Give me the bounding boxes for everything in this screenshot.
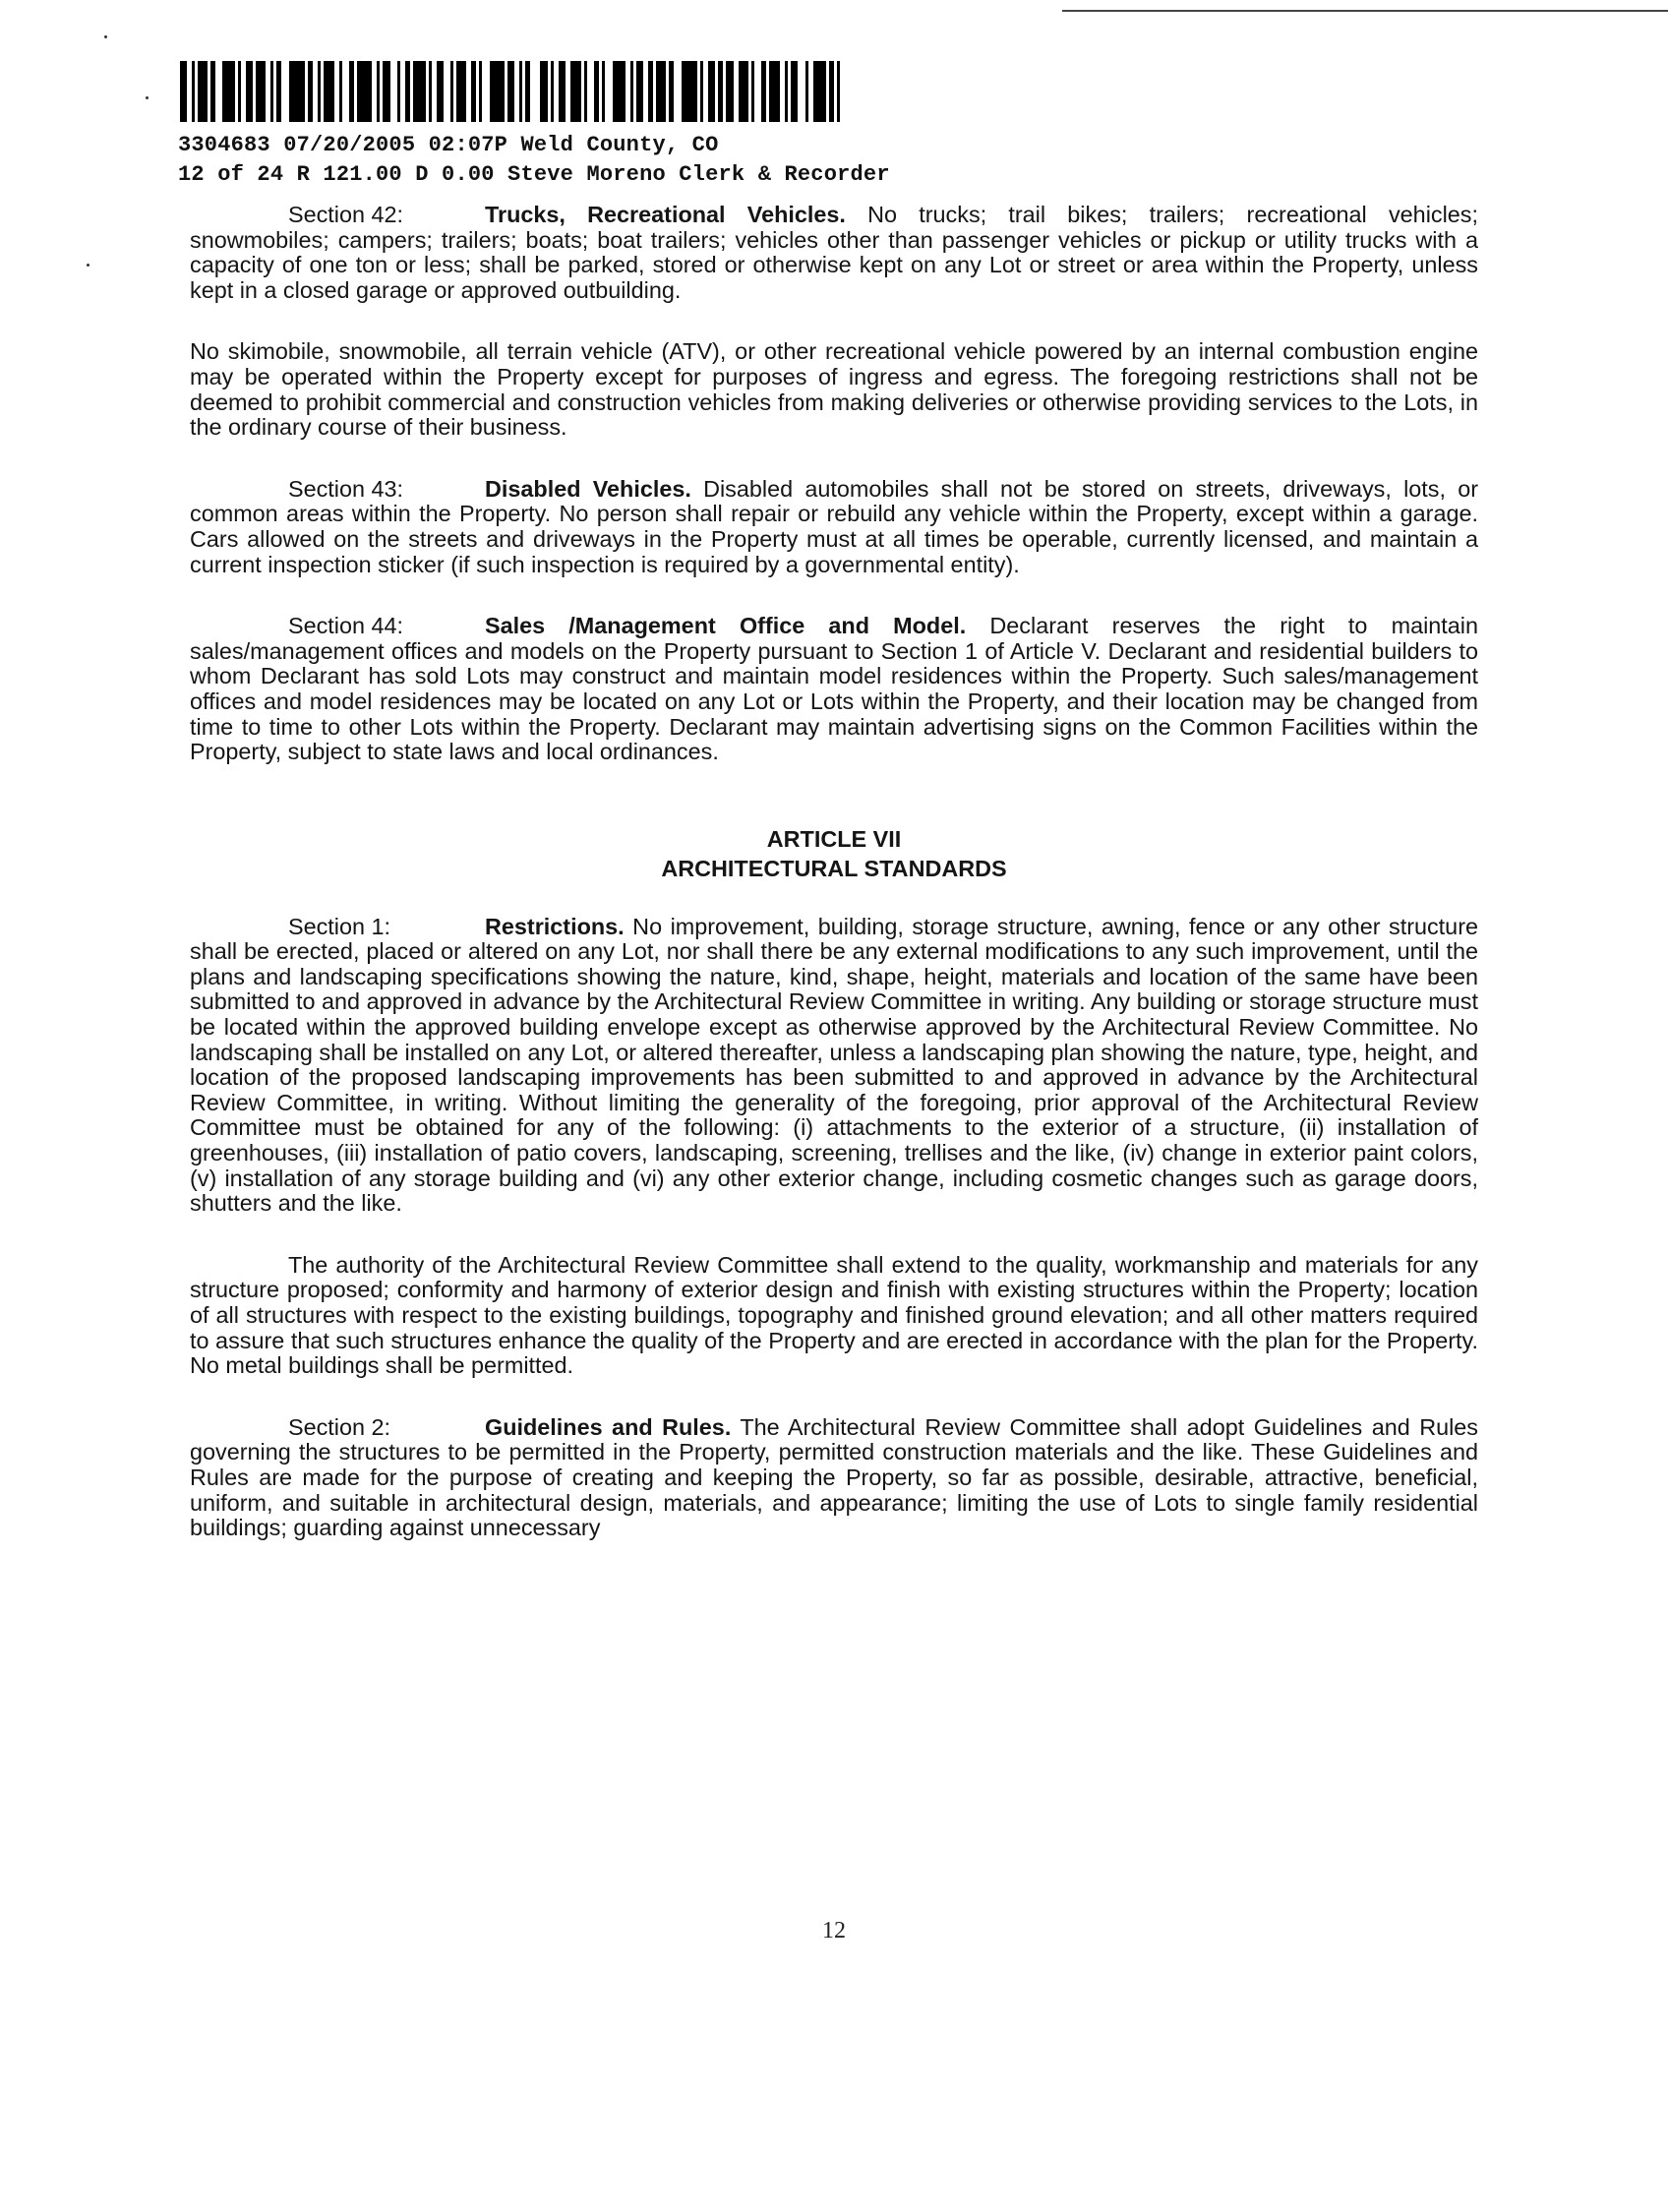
barcode-gap bbox=[281, 61, 289, 122]
page-number: 12 bbox=[822, 1918, 846, 1943]
barcode-gap bbox=[530, 61, 540, 122]
section-title: Sales /Management Office and Model. bbox=[485, 613, 967, 639]
section-number: Section 43: bbox=[288, 475, 404, 502]
section-42-paragraph bbox=[190, 203, 1478, 303]
article-title: ARCHITECTURAL STANDARDS bbox=[661, 855, 1007, 881]
article-section-1-paragraph bbox=[190, 915, 1478, 1217]
section-text: Disabled automobiles shall not be stored on streets, driveways, lots, or common areas within the Property. No person shall repair or rebuild any vehicle within the Property, except within a garage. Cars allowed on the streets and driveways in the Property must at all times be operable, currently licensed, and maintain a current inspection sticker (if such inspection is required by a governmental entity). bbox=[190, 475, 1479, 577]
barcode-bar bbox=[791, 61, 798, 122]
barcode-gap bbox=[215, 61, 222, 122]
article-section-2-paragraph bbox=[190, 1415, 1478, 1541]
section-title: Trucks, Recreational Vehicles. bbox=[485, 202, 846, 227]
barcode-bar bbox=[636, 61, 643, 122]
barcode-bar bbox=[726, 61, 734, 122]
section-title: Guidelines and Rules. bbox=[485, 1413, 732, 1440]
barcode-bar bbox=[198, 61, 208, 122]
barcode-bar bbox=[256, 61, 266, 122]
section-text: The authority of the Architectural Review Committee shall extend to the quality, workmanship and materials for any structure proposed; conformity and harmony of exterior design and finish with existing structures within the Property; location of all structures with respect to the existing buildings, topography and finished ground elevation; and all other matters required to assure that such structures enhance the quality of the Property and are erected in accordance with the plan for the Property. No metal buildings shall be permitted. bbox=[190, 1251, 1478, 1379]
barcode-bar bbox=[357, 61, 372, 122]
barcode-gap bbox=[587, 61, 594, 122]
recording-line-1: 3304683 07/20/2005 02:07P Weld County, CO bbox=[178, 133, 719, 157]
scan-speck bbox=[104, 35, 107, 38]
scan-speck bbox=[87, 264, 89, 267]
section-42-continuation-paragraph bbox=[190, 339, 1478, 440]
article-heading bbox=[190, 824, 1478, 883]
barcode-bar bbox=[559, 61, 566, 122]
barcode-bar bbox=[324, 61, 334, 122]
section-text: No skimobile, snowmobile, all terrain vehicle (ATV), or other recreational vehicle powered by an internal combustion engine may be operated within the Property except for purposes of ingress and egress. The foregoing restrictions shall not be deemed to prohibit commercial and construction vehicles from making deliveries or otherwise providing services to the Lots, in the ordinary course of their business. bbox=[190, 338, 1478, 441]
barcode-bar bbox=[682, 61, 697, 122]
barcode-bar bbox=[383, 61, 390, 122]
section-number: Section 2: bbox=[288, 1413, 391, 1440]
barcode-gap bbox=[444, 61, 450, 122]
section-number: Section 1: bbox=[288, 913, 391, 939]
barcode-gap bbox=[754, 61, 761, 122]
barcode-bar bbox=[613, 61, 626, 122]
scan-speck bbox=[146, 96, 149, 99]
barcode-bar bbox=[507, 61, 514, 122]
barcode-bar bbox=[490, 61, 505, 122]
section-44-paragraph bbox=[190, 614, 1478, 765]
barcode-gap bbox=[390, 61, 397, 122]
barcode-bar bbox=[813, 61, 826, 122]
section-title: Disabled Vehicles. bbox=[485, 475, 691, 502]
barcode-gap bbox=[482, 61, 490, 122]
article-section-1-continuation-paragraph bbox=[190, 1253, 1478, 1379]
section-number: Section 44: bbox=[288, 613, 404, 639]
barcode-bar bbox=[289, 61, 305, 122]
barcode-gap bbox=[342, 61, 349, 122]
barcode-bar bbox=[413, 61, 426, 122]
section-text: No improvement, building, storage structure, awning, fence or any other structure shall be erected, placed or altered on any Lot, nor shall there be any external modifications to any such improvement, until the plans and landscaping specifications showing the nature, kind, shape, height, materials and location of the same have been submitted to and approved in advance by the Architectural Review Committee in writing. Any building or storage structure must be located within the approved building envelope except as otherwise approved by the Architectural Review Committee. No landscaping shall be installed on any Lot, or altered thereafter, unless a landscaping plan showing the nature, type, height, and location of the proposed landscaping improvements has been submitted to and approved in advance by the Architectural Review Committee, in writing. Without limiting the generality of the foregoing, prior approval of the Architectural Review Committee must be obtained for any of the following: (i) attachments to the exterior of a structure, (ii) installation of greenhouses, (iii) installation of patio covers, landscaping, screening, trellises and the like, (iv) change in exterior paint colors, (v) installation of any storage building and (vi) any other exterior change, including cosmetic changes such as garage doors, shutters and the like. bbox=[190, 913, 1478, 1217]
recording-barcode bbox=[180, 61, 854, 122]
document-body bbox=[190, 203, 1478, 1578]
article-number: ARTICLE VII bbox=[766, 825, 902, 852]
barcode-bar bbox=[246, 61, 253, 122]
barcode-bar bbox=[708, 61, 715, 122]
recording-line-2: 12 of 24 R 121.00 D 0.00 Steve Moreno Clerk & Recorder bbox=[178, 162, 890, 187]
barcode-bar bbox=[540, 61, 548, 122]
barcode-bar bbox=[456, 61, 466, 122]
section-number: Section 42: bbox=[288, 202, 404, 227]
barcode-gap bbox=[798, 61, 805, 122]
barcode-gap bbox=[840, 61, 854, 122]
scan-top-rule bbox=[1062, 10, 1668, 12]
section-title: Restrictions. bbox=[485, 913, 625, 939]
barcode-bar bbox=[570, 61, 581, 122]
barcode-bar bbox=[437, 61, 444, 122]
section-text: The Architectural Review Committee shall adopt Guidelines and Rules governing the structures to be permitted in the Property, permitted construction materials and the like. These Guidelines and Rules are made for the purpose of creating and keeping the Property, so far as possible, desirable, attractive, beneficial, uniform, and suitable in architectural design, materials, and appearance; limiting the use of Lots to single family residential buildings; guarding against unnecessary bbox=[190, 1413, 1479, 1541]
barcode-bar bbox=[180, 61, 187, 122]
barcode-bar bbox=[739, 61, 748, 122]
section-text: Declarant reserves the right to maintain sales/management offices and models on the Property pursuant to Section 1 of Article V. Declarant and residential builders to whom Declarant has sold Lots may construct and maintain model residences within the Property. Such sales/management offices and model residences may be located on any Lot or Lots within the Property, and their location may be changed from time to time to other Lots within the Property. Declarant may maintain advertising signs on the Common Facilities within the Property, subject to state laws and local ordinances. bbox=[190, 613, 1479, 765]
section-43-paragraph bbox=[190, 477, 1478, 577]
barcode-bar bbox=[656, 61, 666, 122]
barcode-bar bbox=[222, 61, 235, 122]
barcode-bar bbox=[769, 61, 780, 122]
recording-stamp bbox=[178, 131, 890, 190]
section-text: No trucks; trail bikes; trailers; recreational vehicles; snowmobiles; campers; trailers; boats; boat trailers; vehicles other than passenger vehicles or pickup or utility trucks with a capacity of one ton or less; shall be parked, stored or otherwise kept on any Lot or street or area within the Property, unless kept in a closed garage or approved outbuilding. bbox=[190, 202, 1478, 303]
barcode-gap bbox=[605, 61, 613, 122]
barcode-gap bbox=[674, 61, 682, 122]
